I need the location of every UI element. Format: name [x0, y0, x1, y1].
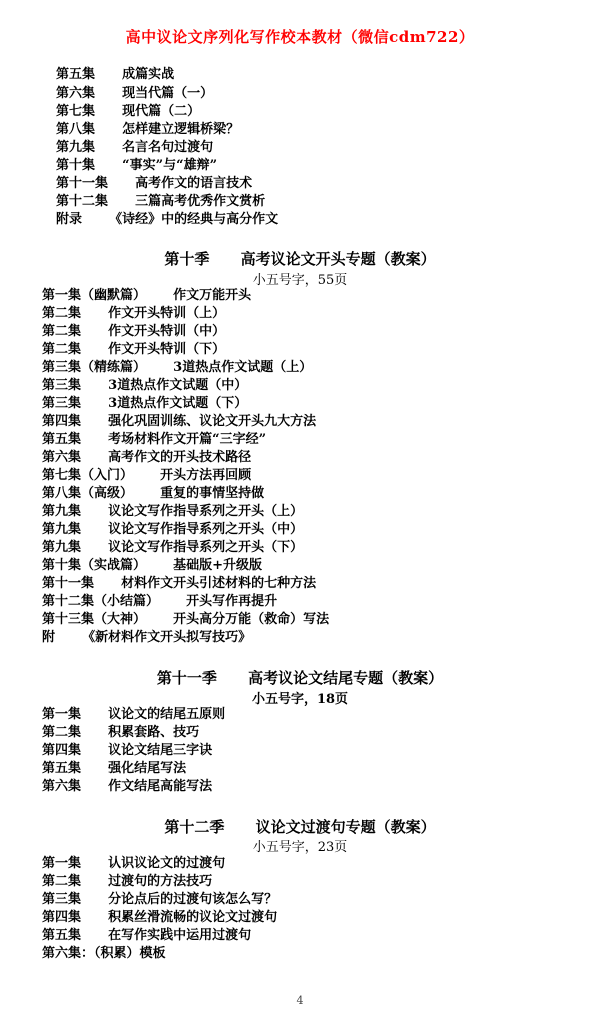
- toc-line: 第三集 分论点后的过渡句该怎么写？: [42, 892, 278, 907]
- toc-line: 第六集 作文结尾高能写法: [42, 779, 213, 794]
- toc-line: 第七集 现代篇（二）: [56, 104, 201, 119]
- toc-line: 第五集 在写作实践中运用过渡句: [42, 928, 252, 943]
- toc-line: 第一集 认识议论文的过渡句: [42, 856, 226, 871]
- toc-line: 第二集 作文开头特训（上）: [42, 306, 226, 321]
- toc-line: 第六集 现当代篇（一）: [56, 86, 214, 101]
- toc-line: 第一集 议论文的结尾五原则: [42, 707, 226, 722]
- toc-line: 第十三集（大神） 开头高分万能（救命）写法: [42, 612, 330, 627]
- toc-line: 第十一集 高考作文的语言技术: [56, 176, 253, 191]
- section-subtitle-season12: 小五号字，23页: [252, 840, 348, 855]
- toc-line: 第十一集 材料作文开头引述材料的七种方法: [42, 576, 317, 591]
- page-number: 4: [296, 994, 304, 1007]
- toc-line: 第三集（精练篇） 3道热点作文试题（上）: [42, 360, 313, 375]
- toc-line: 第五集 考场材料作文开篇“三字经”: [42, 432, 267, 447]
- toc-line: 第五集 强化结尾写法: [42, 761, 187, 776]
- toc-line: 第五集 成篇实战: [56, 67, 175, 82]
- toc-line: 第十二集（小结篇） 开头写作再提升: [42, 594, 278, 609]
- toc-line: 附 《新材料作文开头拟写技巧》: [42, 630, 252, 645]
- document-header: 高中议论文序列化写作校本教材（微信cdm722）: [125, 28, 475, 46]
- section-title-season10: 第十季 高考议论文开头专题（教案）: [164, 250, 436, 268]
- toc-line: 第四集 强化巩固训练、议论文开头九大方法: [42, 414, 317, 429]
- toc-line: 第八集（高级） 重复的事情坚持做: [42, 486, 265, 501]
- toc-line: 第九集 议论文写作指导系列之开头（下）: [42, 540, 304, 555]
- section-title-season12: 第十二季 议论文过渡句专题（教案）: [164, 818, 436, 836]
- toc-line: 第二集 过渡句的方法技巧: [42, 874, 213, 889]
- toc-line: 附录 《诗经》中的经典与高分作文: [56, 212, 279, 227]
- toc-line: 第六集：（积累）模板: [42, 946, 166, 961]
- toc-line: 第九集 议论文写作指导系列之开头（中）: [42, 522, 304, 537]
- toc-line: 第九集 名言名句过渡句: [56, 140, 214, 155]
- toc-line: 第三集 3道热点作文试题（下）: [42, 396, 248, 411]
- toc-line: 第十集 “事实”与“雄辩”: [56, 158, 218, 173]
- section-subtitle-season11: 小五号字，18页: [251, 692, 349, 707]
- section-title-season11: 第十一季 高考议论文结尾专题（教案）: [156, 669, 444, 687]
- section-subtitle-season10: 小五号字，55页: [252, 273, 348, 288]
- toc-line: 第三集 3道热点作文试题（中）: [42, 378, 248, 393]
- toc-line: 第六集 高考作文的开头技术路径: [42, 450, 252, 465]
- toc-line: 第二集 作文开头特训（中）: [42, 324, 226, 339]
- toc-line: 第四集 积累丝滑流畅的议论文过渡句: [42, 910, 278, 925]
- toc-line: 第二集 积累套路、技巧: [42, 725, 200, 740]
- toc-line: 第四集 议论文结尾三字诀: [42, 743, 213, 758]
- toc-line: 第二集 作文开头特训（下）: [42, 342, 226, 357]
- toc-line: 第七集（入门） 开头方法再回顾: [42, 468, 252, 483]
- toc-line: 第十集（实战篇） 基础版+升级版: [42, 558, 263, 573]
- toc-line: 第十二集 三篇高考优秀作文赏析: [56, 194, 266, 209]
- toc-line: 第九集 议论文写作指导系列之开头（上）: [42, 504, 304, 519]
- toc-line: 第八集 怎样建立逻辑桥梁？: [56, 122, 240, 137]
- toc-line: 第一集（幽默篇） 作文万能开头: [42, 288, 252, 303]
